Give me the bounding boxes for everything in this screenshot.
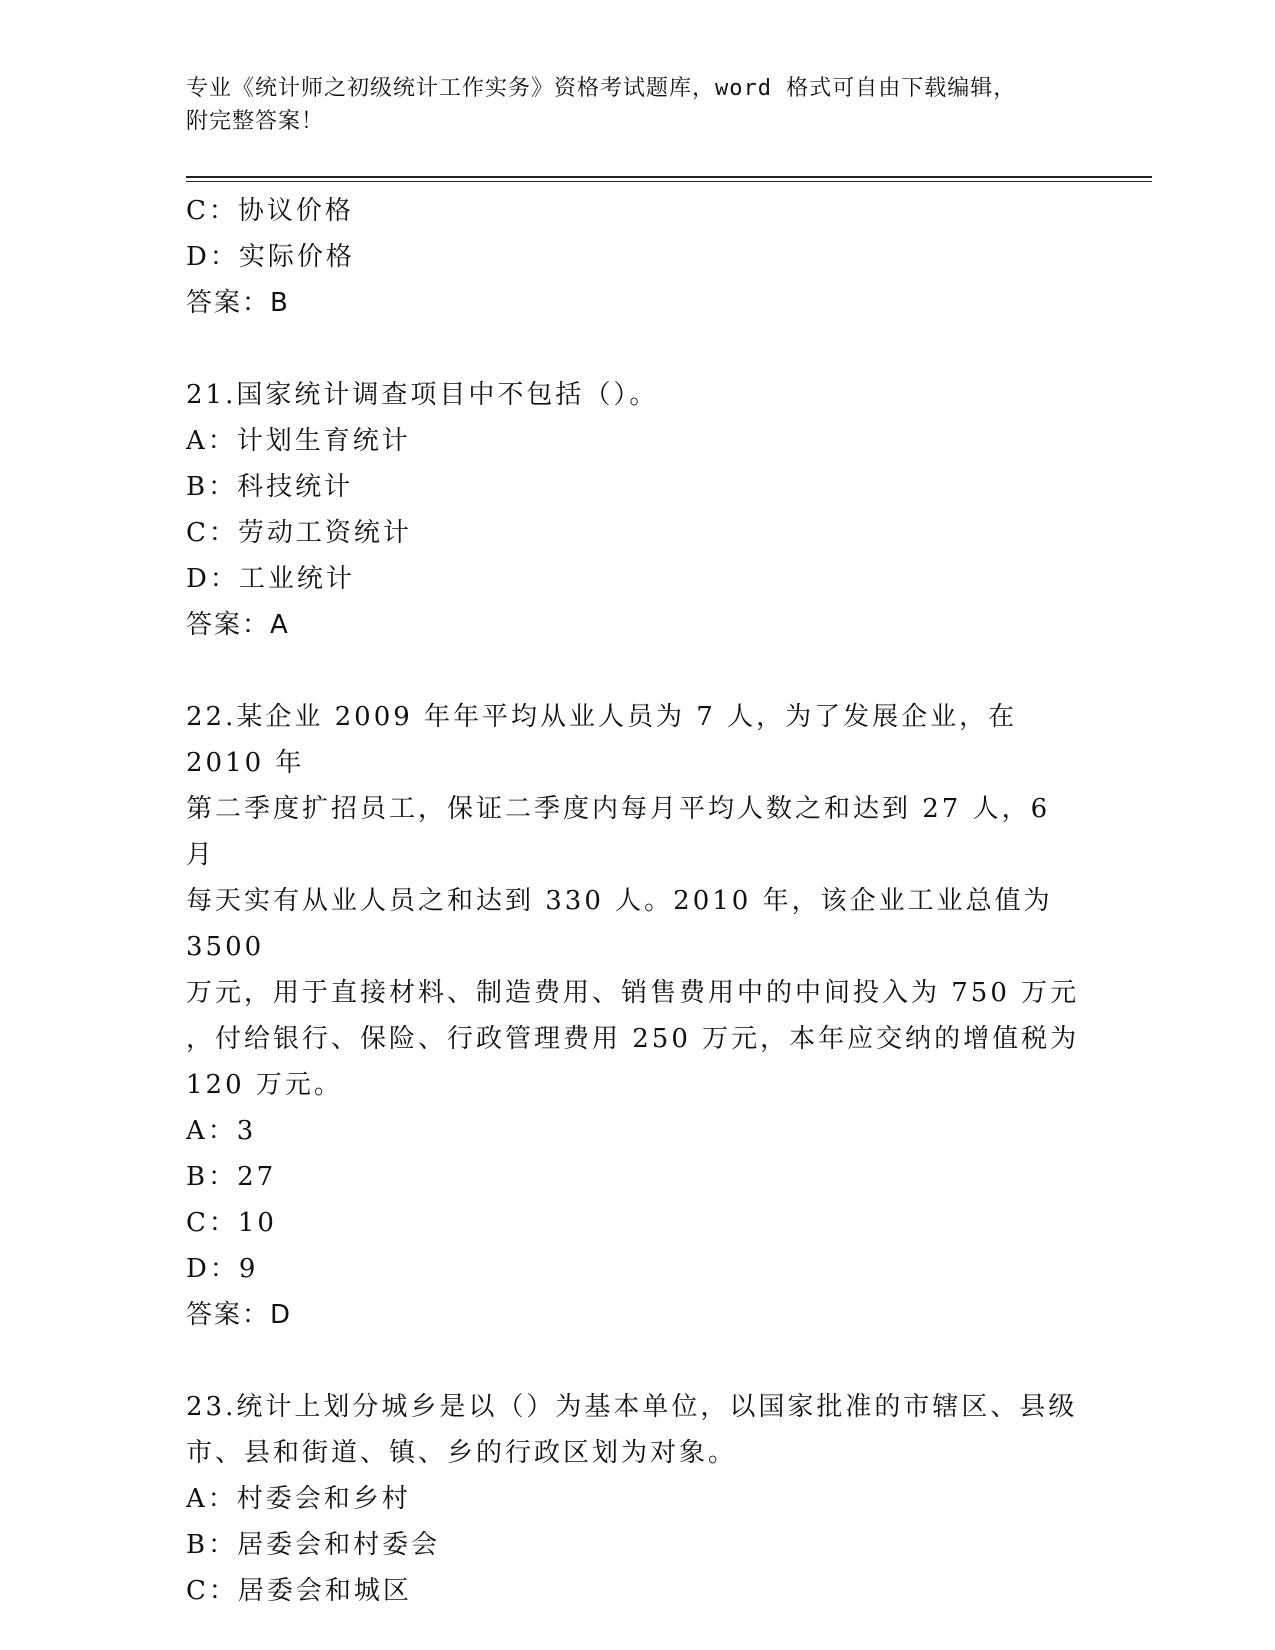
spacer [186,648,1086,694]
question-stem-line: 22.某企业 2009 年年平均从业人员为 7 人，为了发展企业，在 2010 年 [186,702,1018,778]
question-block-21 [186,372,1086,648]
option-a: A：村委会和乡村 [186,1484,411,1514]
header-line-1: 专业《统计师之初级统计工作实务》资格考试题库，word 格式可自由下载编辑， [186,76,1017,101]
spacer [186,1338,1086,1384]
option-c: C：10 [186,1208,277,1238]
question-block-23 [186,1384,1086,1614]
question-stem-line: 120 万元。 [186,1070,343,1100]
option-d: D：实际价格 [186,242,355,272]
option-c: C：居委会和城区 [186,1576,412,1606]
header-line-2: 附完整答案！ [186,109,325,134]
spacer [186,326,1086,372]
option-a: A：计划生育统计 [186,426,411,456]
question-block-previous [186,188,1086,326]
question-stem-line: 23.统计上划分城乡是以（）为基本单位，以国家批准的市辖区、县级 [186,1392,1078,1422]
header-divider-thin [186,181,1152,182]
question-block-22 [186,694,1086,1338]
option-d: D：工业统计 [186,564,355,594]
answer-line: 答案：B [186,288,290,318]
option-b: B：27 [186,1162,277,1192]
option-a: A：3 [186,1116,257,1146]
option-c: C：劳动工资统计 [186,518,412,548]
answer-line: 答案：D [186,1300,293,1330]
question-stem: 21.国家统计调查项目中不包括（）。 [186,380,659,410]
question-stem-line: ，付给银行、保险、行政管理费用 250 万元，本年应交纳的增值税为 [186,1024,1080,1054]
option-b: B：居委会和村委会 [186,1530,441,1560]
header-divider [186,176,1152,178]
question-stem-line: 市、县和街道、镇、乡的行政区划为对象。 [186,1438,738,1468]
answer-line: 答案：A [186,610,290,640]
option-b: B：科技统计 [186,472,354,502]
question-stem-line: 每天实有从业人员之和达到 330 人。2010 年，该企业工业总值为 3500 [186,886,1053,962]
question-list [186,188,1086,1614]
option-c: C：协议价格 [186,196,354,226]
question-stem-line: 第二季度扩招员工，保证二季度内每月平均人数之和达到 27 人，6 月 [186,794,1051,870]
option-d: D：9 [186,1254,259,1284]
question-stem-line: 万元，用于直接材料、制造费用、销售费用中的中间投入为 750 万元 [186,978,1080,1008]
document-header [186,72,1086,138]
